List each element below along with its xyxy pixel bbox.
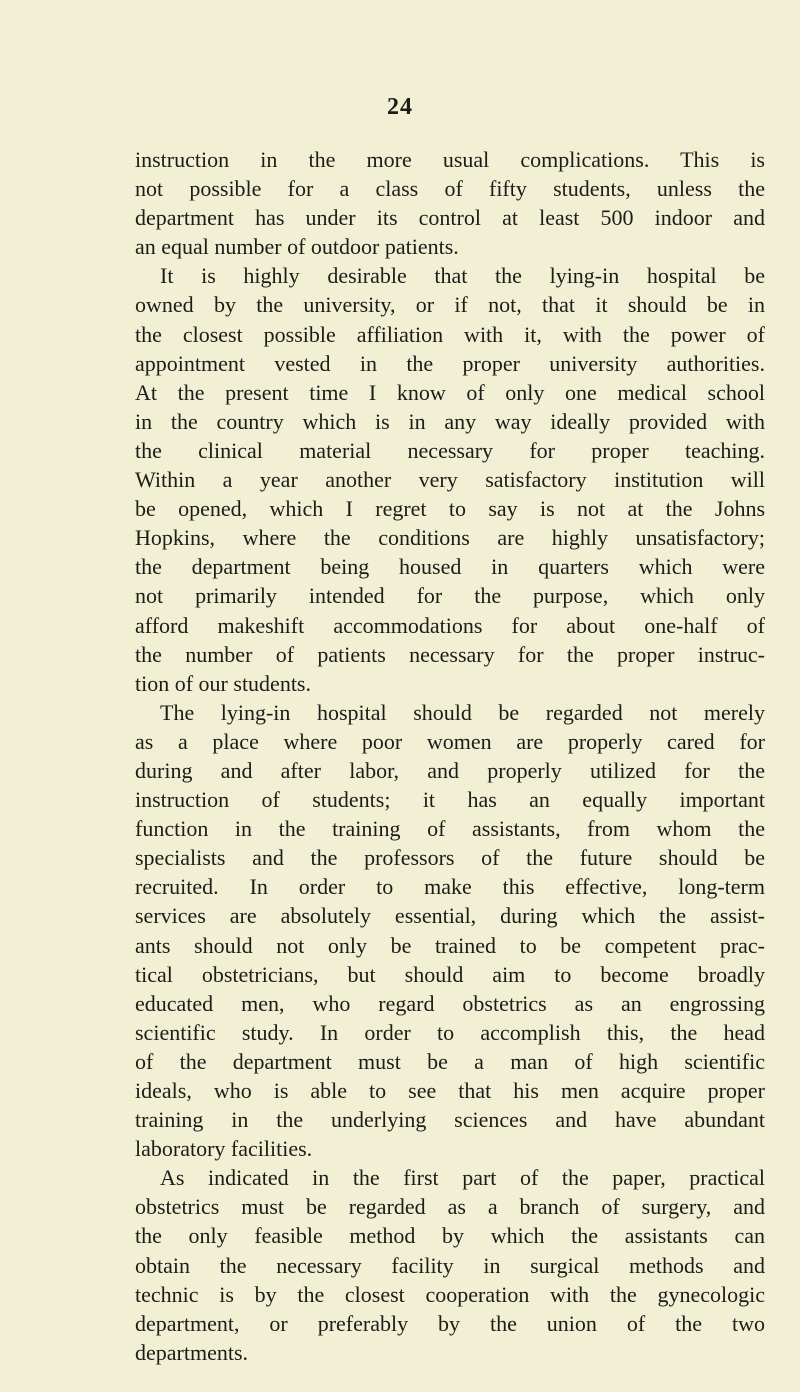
text-line: in the country which is in any way ideally provided with [135, 408, 765, 434]
text-line: the clinical material necessary for proper teaching. [135, 437, 765, 463]
text-line: be opened, which I regret to say is not at the Johns [135, 496, 765, 522]
text-line: tical obstetricians, but should aim to become broadly [135, 961, 765, 987]
text-line: function in the training of assistants, from whom the [135, 816, 765, 842]
text-line: the closest possible affiliation with it, with the power of [135, 321, 765, 347]
text-line: Hopkins, where the conditions are highly unsatisfactory; [135, 525, 765, 551]
text-line: training in the underlying sciences and have abundant [135, 1107, 765, 1133]
text-line: during and after labor, and properly utilized for the [135, 757, 765, 783]
page-number: 24 [387, 94, 413, 120]
text-line: the department being housed in quarters which were [135, 554, 765, 580]
body-text [135, 145, 765, 1367]
text-line: Within a year another very satisfactory institution will [135, 467, 765, 493]
text-line: not primarily intended for the purpose, which only [135, 583, 765, 609]
text-line: laboratory facilities. [135, 1136, 313, 1162]
text-line: specialists and the professors of the future should be [135, 845, 765, 871]
text-line: tion of our students. [135, 670, 311, 696]
text-line: services are absolutely essential, during which the assist- [135, 903, 765, 929]
text-line: obtain the necessary facility in surgical methods and [135, 1252, 765, 1278]
text-line: an equal number of outdoor patients. [135, 234, 459, 260]
text-line: the only feasible method by which the assistants can [135, 1223, 765, 1249]
text-line: department has under its control at least 500 indoor and [135, 205, 765, 231]
text-line: At the present time I know of only one medical school [135, 379, 765, 405]
text-line: educated men, who regard obstetrics as an engrossing [135, 990, 765, 1016]
text-line: As indicated in the first part of the paper, practical [160, 1165, 765, 1191]
text-line: of the department must be a man of high scientific [135, 1048, 765, 1074]
text-line: technic is by the closest cooperation with the gynecologic [135, 1281, 765, 1307]
text-line: department, or preferably by the union of the two [135, 1310, 765, 1336]
text-line: appointment vested in the proper university authorities. [135, 350, 765, 376]
text-line: ideals, who is able to see that his men acquire proper [135, 1078, 765, 1103]
text-line: recruited. In order to make this effective, long-term [135, 874, 765, 900]
text-line: not possible for a class of fifty students, unless the [135, 176, 765, 202]
text-line: instruction of students; it has an equally important [135, 787, 765, 813]
text-line: The lying-in hospital should be regarded not merely [160, 699, 765, 725]
text-line: obstetrics must be regarded as a branch of surgery, and [135, 1194, 765, 1220]
text-line: the number of patients necessary for the proper instruc- [135, 641, 765, 667]
text-line: afford makeshift accommodations for about one-half of [135, 612, 765, 638]
text-line: departments. [135, 1339, 249, 1365]
text-line: ants should not only be trained to be competent prac- [135, 932, 765, 958]
text-line: It is highly desirable that the lying-in hospital be [160, 263, 765, 289]
text-line: instruction in the more usual complications. This is [135, 147, 765, 172]
text-line: owned by the university, or if not, that it should be in [135, 292, 765, 318]
text-line: as a place where poor women are properly cared for [135, 728, 765, 754]
text-line: scientific study. In order to accomplish this, the head [135, 1019, 765, 1045]
